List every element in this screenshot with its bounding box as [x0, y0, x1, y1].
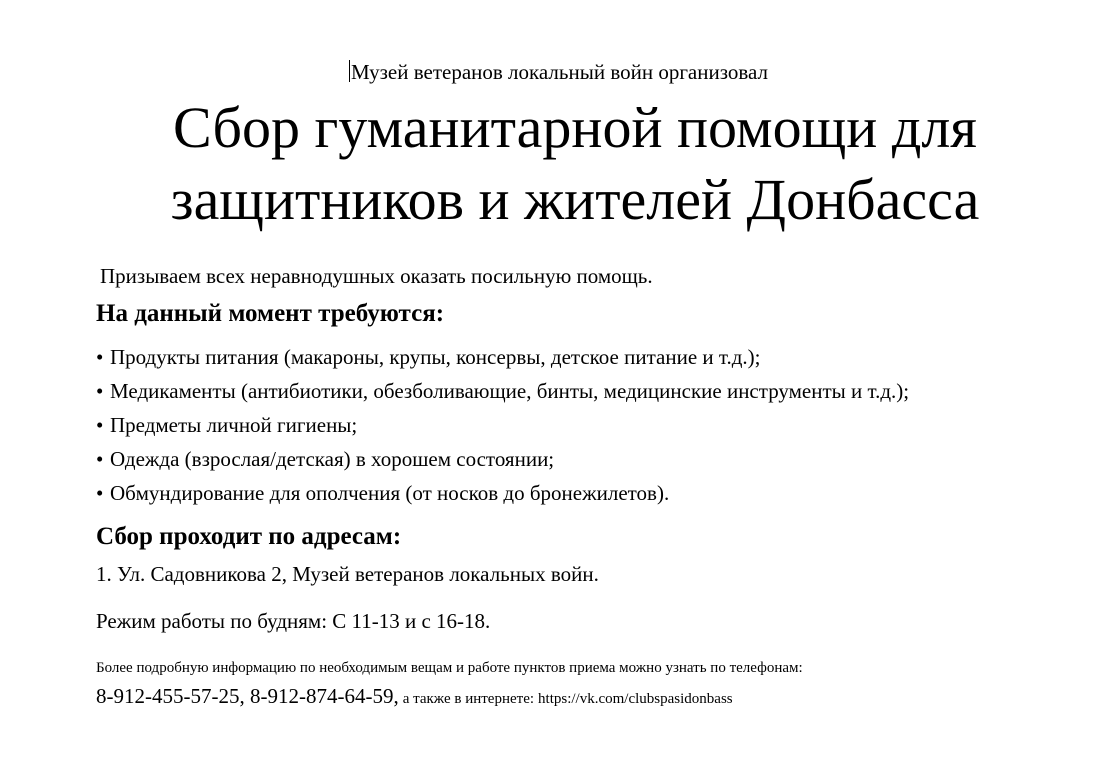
list-item-text: Продукты питания (макароны, крупы, консервы, детское питание и т.д.);: [110, 345, 761, 369]
needs-list: [96, 340, 909, 510]
appeal-text: Призываем всех неравнодушных оказать посильную помощь.: [100, 264, 653, 288]
bullet: •: [96, 379, 104, 403]
contact-line: [96, 684, 733, 709]
text-cursor: [349, 60, 350, 82]
collection-address: 1. Ул. Садовникова 2, Музей ветеранов локальных войн.: [96, 562, 599, 586]
bullet: •: [96, 413, 104, 437]
title-line-1: Сбор гуманитарной помощи для: [173, 95, 977, 160]
working-hours: Режим работы по будням: С 11-13 и с 16-18.: [96, 609, 491, 633]
info-note: Более подробную информацию по необходимым вещам и работе пунктов приема можно узнать по телефонам:: [96, 660, 803, 676]
organizer-line: [0, 60, 1117, 85]
needs-heading: На данный момент требуются:: [96, 300, 445, 327]
bullet: •: [96, 345, 104, 369]
document-title: [0, 92, 1117, 236]
list-item-text: Предметы личной гигиены;: [110, 413, 358, 437]
phone-numbers: 8-912-455-57-25, 8-912-874-64-59,: [96, 684, 399, 708]
vk-link[interactable]: https://vk.com/clubspasidonbass: [538, 691, 733, 707]
list-item-text: Обмундирование для ополчения (от носков до бронежилетов).: [110, 481, 670, 505]
list-item: [96, 374, 909, 408]
list-item-text: Медикаменты (антибиотики, обезболивающие, бинты, медицинские инструменты и т.д.);: [110, 379, 910, 403]
bullet: •: [96, 447, 104, 471]
list-item: [96, 476, 909, 510]
list-item: [96, 442, 909, 476]
list-item-text: Одежда (взрослая/детская) в хорошем состоянии;: [110, 447, 555, 471]
collection-heading: Сбор проходит по адресам:: [96, 523, 402, 550]
title-line-2: защитников и жителей Донбасса: [170, 167, 980, 232]
internet-label: а также в интернете:: [402, 691, 535, 707]
list-item: [96, 408, 909, 442]
list-item: [96, 340, 909, 374]
organizer-text: Музей ветеранов локальный войн организовал: [350, 60, 769, 84]
bullet: •: [96, 481, 104, 505]
